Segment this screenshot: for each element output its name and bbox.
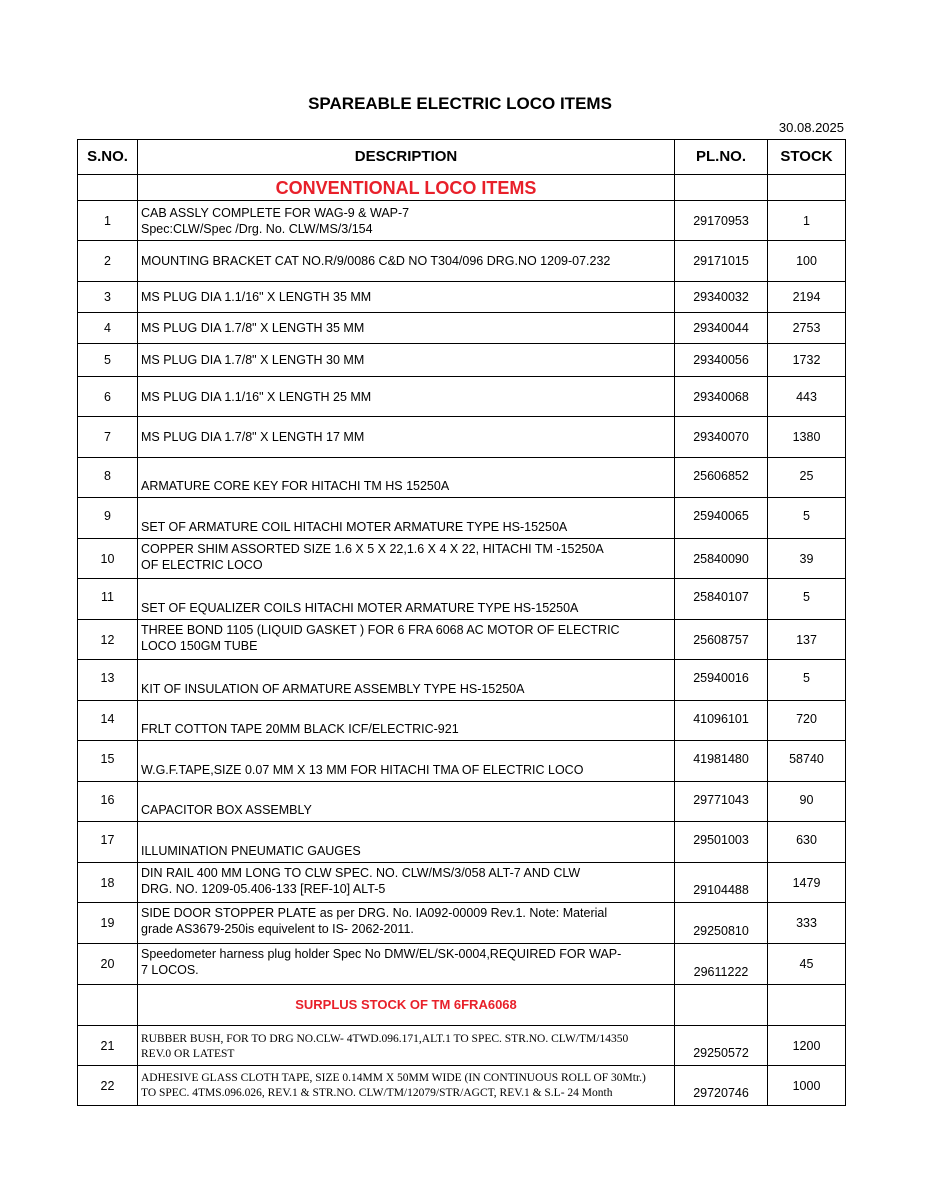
cell-plno: 41981480 bbox=[675, 741, 768, 782]
cell-stock: 443 bbox=[768, 377, 846, 417]
cell-stock: 5 bbox=[768, 498, 846, 539]
cell-description: ADHESIVE GLASS CLOTH TAPE, SIZE 0.14MM X 50MM WIDE (IN CONTINUOUS ROLL OF 30Mtr.) TO SPEC. 4TMS.096.026, REV.1 & STR.NO. CLW/TM/12079/STR/AGCT, REV.1 & S.L- 24 Month bbox=[138, 1066, 675, 1106]
cell-description: MS PLUG DIA 1.7/8" X LENGTH 17 MM bbox=[138, 417, 675, 458]
cell-sno: 15 bbox=[78, 741, 138, 782]
cell-sno: 19 bbox=[78, 903, 138, 944]
cell-plno: 25840107 bbox=[675, 579, 768, 620]
cell-stock: 25 bbox=[768, 458, 846, 498]
table-row bbox=[78, 863, 846, 903]
cell-plno: 29501003 bbox=[675, 822, 768, 863]
cell-stock: 720 bbox=[768, 701, 846, 741]
cell-stock: 2753 bbox=[768, 313, 846, 344]
cell-plno: 29771043 bbox=[675, 782, 768, 822]
header-description: DESCRIPTION bbox=[138, 140, 675, 175]
cell-sno: 18 bbox=[78, 863, 138, 903]
table-row bbox=[78, 660, 846, 701]
cell-sno: 3 bbox=[78, 282, 138, 313]
cell-sno: 16 bbox=[78, 782, 138, 822]
cell-stock: 5 bbox=[768, 660, 846, 701]
cell-sno: 8 bbox=[78, 458, 138, 498]
cell-stock: 39 bbox=[768, 539, 846, 579]
items-table bbox=[77, 139, 846, 1106]
cell-description: CAB ASSLY COMPLETE FOR WAG-9 & WAP-7 Spec:CLW/Spec /Drg. No. CLW/MS/3/154 bbox=[138, 201, 675, 241]
cell-stock: 100 bbox=[768, 241, 846, 282]
table-row bbox=[78, 903, 846, 944]
cell-description: MS PLUG DIA 1.7/8" X LENGTH 35 MM bbox=[138, 313, 675, 344]
cell-plno: 29340056 bbox=[675, 344, 768, 377]
table-row bbox=[78, 417, 846, 458]
cell-description: COPPER SHIM ASSORTED SIZE 1.6 X 5 X 22,1.6 X 4 X 22, HITACHI TM -15250A OF ELECTRIC LOCO bbox=[138, 539, 675, 579]
cell-plno: 29340068 bbox=[675, 377, 768, 417]
table-row bbox=[78, 741, 846, 782]
cell-description: MS PLUG DIA 1.1/16" X LENGTH 25 MM bbox=[138, 377, 675, 417]
header-plno: PL.NO. bbox=[675, 140, 768, 175]
cell-sno: 20 bbox=[78, 944, 138, 985]
cell-plno: 41096101 bbox=[675, 701, 768, 741]
cell-description: FRLT COTTON TAPE 20MM BLACK ICF/ELECTRIC-921 bbox=[138, 701, 675, 741]
cell-sno: 14 bbox=[78, 701, 138, 741]
cell-stock: 137 bbox=[768, 620, 846, 660]
cell-sno: 9 bbox=[78, 498, 138, 539]
table-row bbox=[78, 944, 846, 985]
cell-stock: 58740 bbox=[768, 741, 846, 782]
table-row bbox=[78, 344, 846, 377]
cell-sno: 1 bbox=[78, 201, 138, 241]
cell-plno: 29611222 bbox=[675, 944, 768, 985]
cell-description: MS PLUG DIA 1.1/16" X LENGTH 35 MM bbox=[138, 282, 675, 313]
cell-plno: 29170953 bbox=[675, 201, 768, 241]
table-row bbox=[78, 498, 846, 539]
cell-description: SET OF EQUALIZER COILS HITACHI MOTER ARMATURE TYPE HS-15250A bbox=[138, 579, 675, 620]
cell-sno: 4 bbox=[78, 313, 138, 344]
cell-sno: 12 bbox=[78, 620, 138, 660]
table-row bbox=[78, 201, 846, 241]
table-row bbox=[78, 377, 846, 417]
cell-plno: 25940065 bbox=[675, 498, 768, 539]
cell-sno: 5 bbox=[78, 344, 138, 377]
table-row bbox=[78, 458, 846, 498]
cell-stock: 333 bbox=[768, 903, 846, 944]
cell-sno: 11 bbox=[78, 579, 138, 620]
document-title: SPAREABLE ELECTRIC LOCO ITEMS bbox=[308, 94, 612, 113]
cell-plno: 29340032 bbox=[675, 282, 768, 313]
cell-description: CAPACITOR BOX ASSEMBLY bbox=[138, 782, 675, 822]
table-row bbox=[78, 539, 846, 579]
cell-description: RUBBER BUSH, FOR TO DRG NO.CLW- 4TWD.096.171,ALT.1 TO SPEC. STR.NO. CLW/TM/14350 REV.0 OR LATEST bbox=[138, 1026, 675, 1066]
cell-stock: 1732 bbox=[768, 344, 846, 377]
section-title-conventional: CONVENTIONAL LOCO ITEMS bbox=[138, 175, 675, 201]
table-row bbox=[78, 620, 846, 660]
cell-description: DIN RAIL 400 MM LONG TO CLW SPEC. NO. CLW/MS/3/058 ALT-7 AND CLW DRG. NO. 1209-05.406-133 [REF-10] ALT-5 bbox=[138, 863, 675, 903]
cell-stock: 1380 bbox=[768, 417, 846, 458]
cell-sno: 2 bbox=[78, 241, 138, 282]
table-row bbox=[78, 1026, 846, 1066]
cell-stock: 5 bbox=[768, 579, 846, 620]
cell-sno: 22 bbox=[78, 1066, 138, 1106]
header-sno: S.NO. bbox=[78, 140, 138, 175]
cell-plno: 29171015 bbox=[675, 241, 768, 282]
cell-plno: 29250572 bbox=[675, 1026, 768, 1066]
table-row bbox=[78, 782, 846, 822]
cell-plno: 25606852 bbox=[675, 458, 768, 498]
table-row bbox=[78, 1066, 846, 1106]
cell-plno: 29250810 bbox=[675, 903, 768, 944]
table-row bbox=[78, 822, 846, 863]
cell-stock: 630 bbox=[768, 822, 846, 863]
cell-plno: 29720746 bbox=[675, 1066, 768, 1106]
cell-plno: 29340070 bbox=[675, 417, 768, 458]
table-row bbox=[78, 701, 846, 741]
cell-description: THREE BOND 1105 (LIQUID GASKET ) FOR 6 FRA 6068 AC MOTOR OF ELECTRIC LOCO 150GM TUBE bbox=[138, 620, 675, 660]
cell-plno: 29340044 bbox=[675, 313, 768, 344]
cell-stock: 90 bbox=[768, 782, 846, 822]
cell-description: MS PLUG DIA 1.7/8" X LENGTH 30 MM bbox=[138, 344, 675, 377]
table-row bbox=[78, 313, 846, 344]
table-row bbox=[78, 282, 846, 313]
cell-description: ILLUMINATION PNEUMATIC GAUGES bbox=[138, 822, 675, 863]
cell-plno: 25840090 bbox=[675, 539, 768, 579]
cell-description: Speedometer harness plug holder Spec No DMW/EL/SK-0004,REQUIRED FOR WAP- 7 LOCOS. bbox=[138, 944, 675, 985]
cell-plno: 25940016 bbox=[675, 660, 768, 701]
section-row-surplus bbox=[78, 985, 846, 1026]
cell-sno: 21 bbox=[78, 1026, 138, 1066]
document-date: 30.08.2025 bbox=[778, 120, 844, 135]
cell-description: SET OF ARMATURE COIL HITACHI MOTER ARMATURE TYPE HS-15250A bbox=[138, 498, 675, 539]
cell-stock: 1200 bbox=[768, 1026, 846, 1066]
cell-description: MOUNTING BRACKET CAT NO.R/9/0086 C&D NO T304/096 DRG.NO 1209-07.232 bbox=[138, 241, 675, 282]
cell-description: SIDE DOOR STOPPER PLATE as per DRG. No. IA092-00009 Rev.1. Note: Material grade AS3679-250is equivelent to IS- 2062-2011. bbox=[138, 903, 675, 944]
table-header-row bbox=[78, 140, 846, 175]
cell-stock: 2194 bbox=[768, 282, 846, 313]
cell-stock: 1479 bbox=[768, 863, 846, 903]
cell-plno: 25608757 bbox=[675, 620, 768, 660]
cell-sno: 17 bbox=[78, 822, 138, 863]
cell-description: W.G.F.TAPE,SIZE 0.07 MM X 13 MM FOR HITACHI TMA OF ELECTRIC LOCO bbox=[138, 741, 675, 782]
cell-description: ARMATURE CORE KEY FOR HITACHI TM HS 15250A bbox=[138, 458, 675, 498]
table-row bbox=[78, 241, 846, 282]
section-title-surplus: SURPLUS STOCK OF TM 6FRA6068 bbox=[138, 985, 675, 1026]
cell-stock: 1 bbox=[768, 201, 846, 241]
header-stock: STOCK bbox=[768, 140, 846, 175]
cell-description: KIT OF INSULATION OF ARMATURE ASSEMBLY TYPE HS-15250A bbox=[138, 660, 675, 701]
cell-sno: 10 bbox=[78, 539, 138, 579]
table-row bbox=[78, 579, 846, 620]
cell-sno: 13 bbox=[78, 660, 138, 701]
cell-sno: 6 bbox=[78, 377, 138, 417]
cell-stock: 1000 bbox=[768, 1066, 846, 1106]
cell-plno: 29104488 bbox=[675, 863, 768, 903]
cell-sno: 7 bbox=[78, 417, 138, 458]
cell-stock: 45 bbox=[768, 944, 846, 985]
section-row-conventional bbox=[78, 175, 846, 201]
